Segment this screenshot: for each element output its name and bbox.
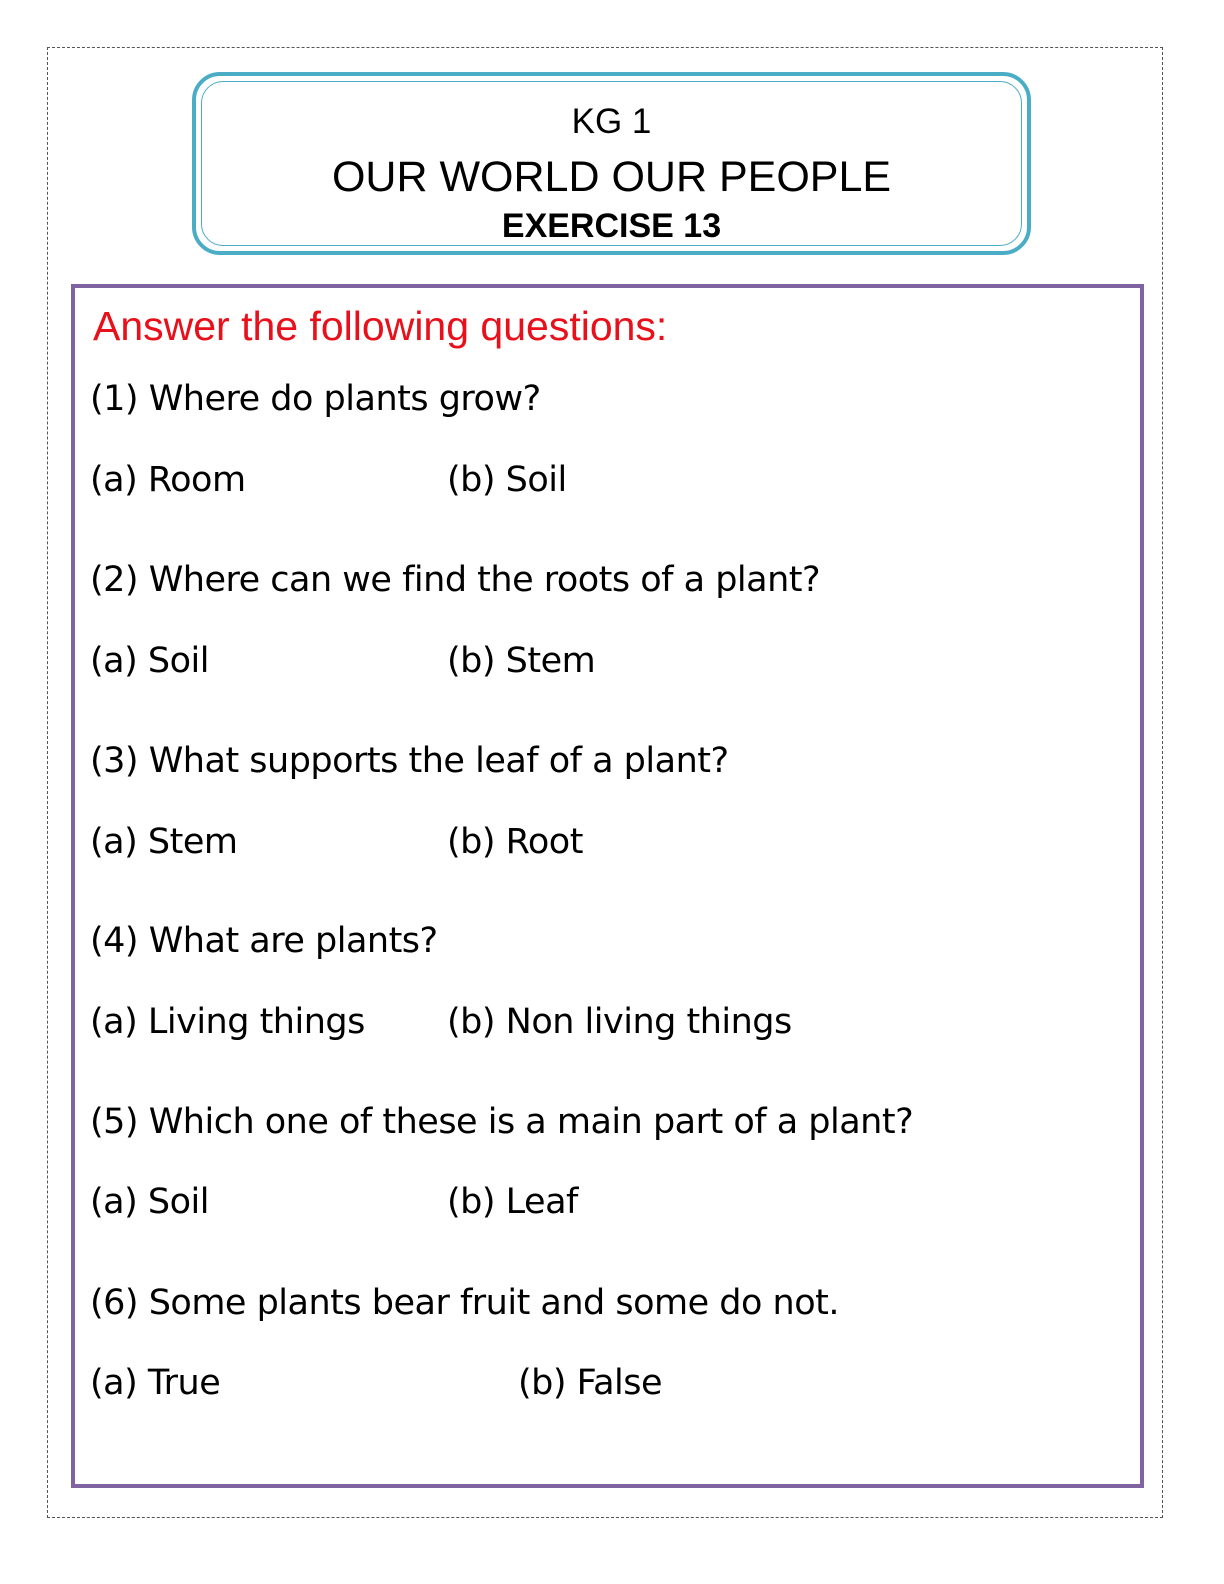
title-box-inner <box>201 81 1022 246</box>
question-6: (6) Some plants bear fruit and some do not. <box>90 1283 839 1323</box>
title-box <box>192 72 1031 255</box>
question-5-option-b: (b) Leaf <box>447 1182 578 1222</box>
question-4: (4) What are plants? <box>90 921 438 961</box>
question-6-option-b: (b) False <box>518 1363 663 1403</box>
question-3-option-b: (b) Root <box>447 822 583 862</box>
question-3-option-a: (a) Stem <box>90 822 238 862</box>
exercise-label: EXERCISE 13 <box>501 207 722 245</box>
question-4-option-a: (a) Living things <box>90 1002 365 1042</box>
grade-label: KG 1 <box>571 102 652 141</box>
questions-box <box>71 284 1144 1488</box>
question-5: (5) Which one of these is a main part of a plant? <box>90 1102 914 1142</box>
question-1-option-b: (b) Soil <box>447 460 567 500</box>
question-2-option-a: (a) Soil <box>90 641 209 681</box>
question-4-option-b: (b) Non living things <box>447 1002 792 1042</box>
question-3: (3) What supports the leaf of a plant? <box>90 741 729 781</box>
question-2-option-b: (b) Stem <box>447 641 596 681</box>
question-2: (2) Where can we find the roots of a plant? <box>90 560 821 600</box>
question-1-option-a: (a) Room <box>90 460 246 500</box>
question-6-option-a: (a) True <box>90 1363 221 1403</box>
question-1: (1) Where do plants grow? <box>90 379 541 419</box>
question-5-option-a: (a) Soil <box>90 1182 209 1222</box>
subject-title: OUR WORLD OUR PEOPLE <box>331 153 892 201</box>
instruction-heading: Answer the following questions: <box>93 303 668 349</box>
